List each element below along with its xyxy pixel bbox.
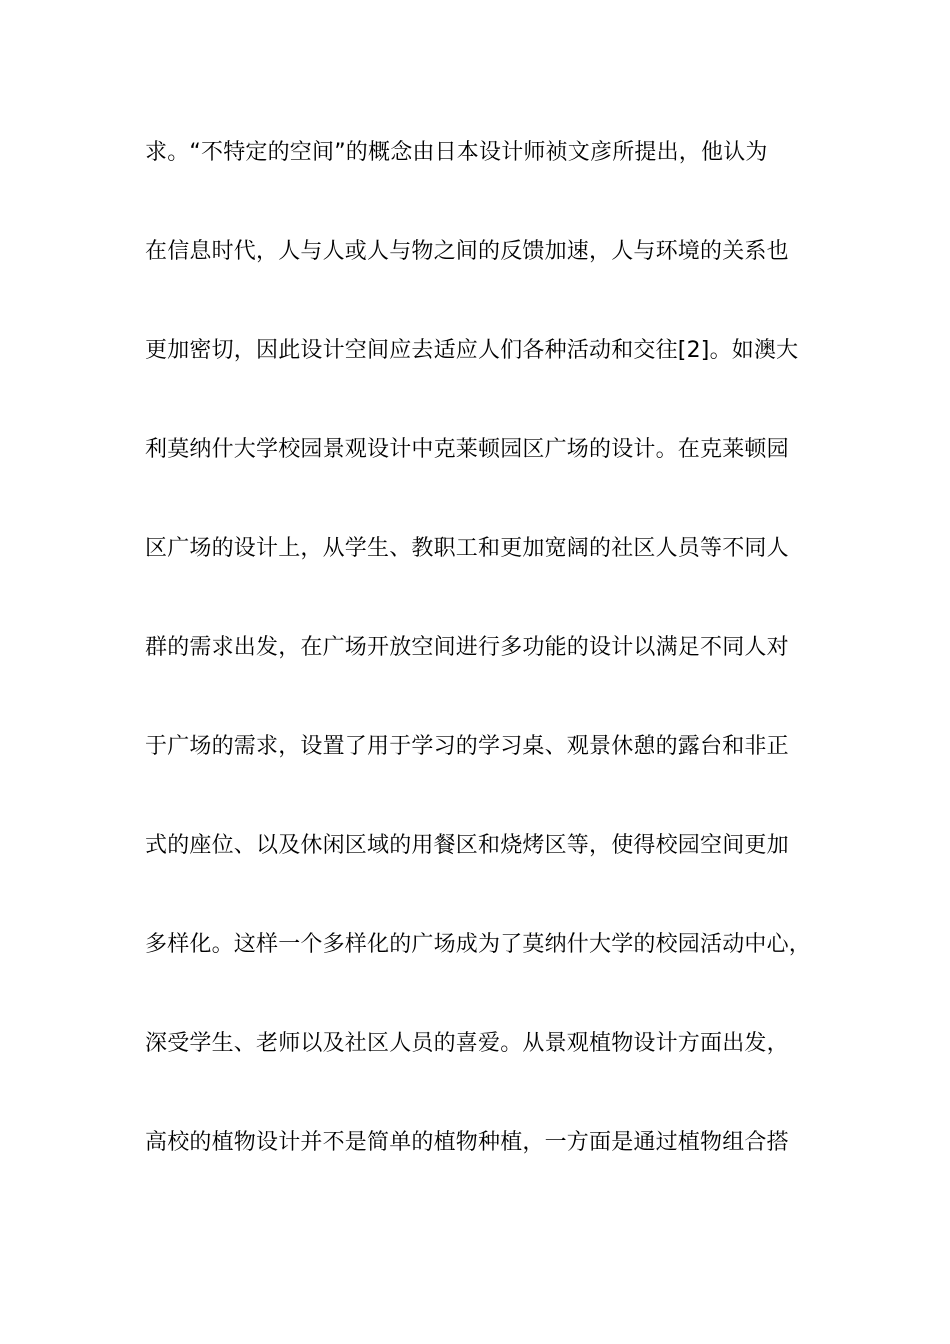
text-line: 高校的植物设计并不是简单的植物种植，一方面是通过植物组合搭: [145, 1130, 789, 1155]
text-line: 在信息时代，人与人或人与物之间的反馈加速，人与环境的关系也: [145, 239, 789, 264]
text-line: 区广场的设计上，从学生、教职工和更加宽阔的社区人员等不同人: [145, 536, 789, 561]
text-line: 更加密切，因此设计空间应去适应人们各种活动和交往[2]。如澳大: [145, 338, 799, 363]
text-line: 式的座位、以及休闲区域的用餐区和烧烤区等，使得校园空间更加: [145, 833, 789, 858]
text-line: 求。“不特定的空间”的概念由日本设计师祯文彦所提出，他认为: [145, 140, 768, 165]
text-line: 群的需求出发，在广场开放空间进行多功能的设计以满足不同人对: [145, 635, 789, 660]
text-line: 利莫纳什大学校园景观设计中克莱顿园区广场的设计。在克莱顿园: [145, 437, 789, 462]
text-line: 于广场的需求，设置了用于学习的学习桌、观景休憩的露台和非正: [145, 734, 789, 759]
text-line: 多样化。这样一个多样化的广场成为了莫纳什大学的校园活动中心，: [145, 932, 812, 957]
text-line: 深受学生、老师以及社区人员的喜爱。从景观植物设计方面出发，: [145, 1031, 789, 1056]
body-paragraph: [145, 130, 845, 1219]
